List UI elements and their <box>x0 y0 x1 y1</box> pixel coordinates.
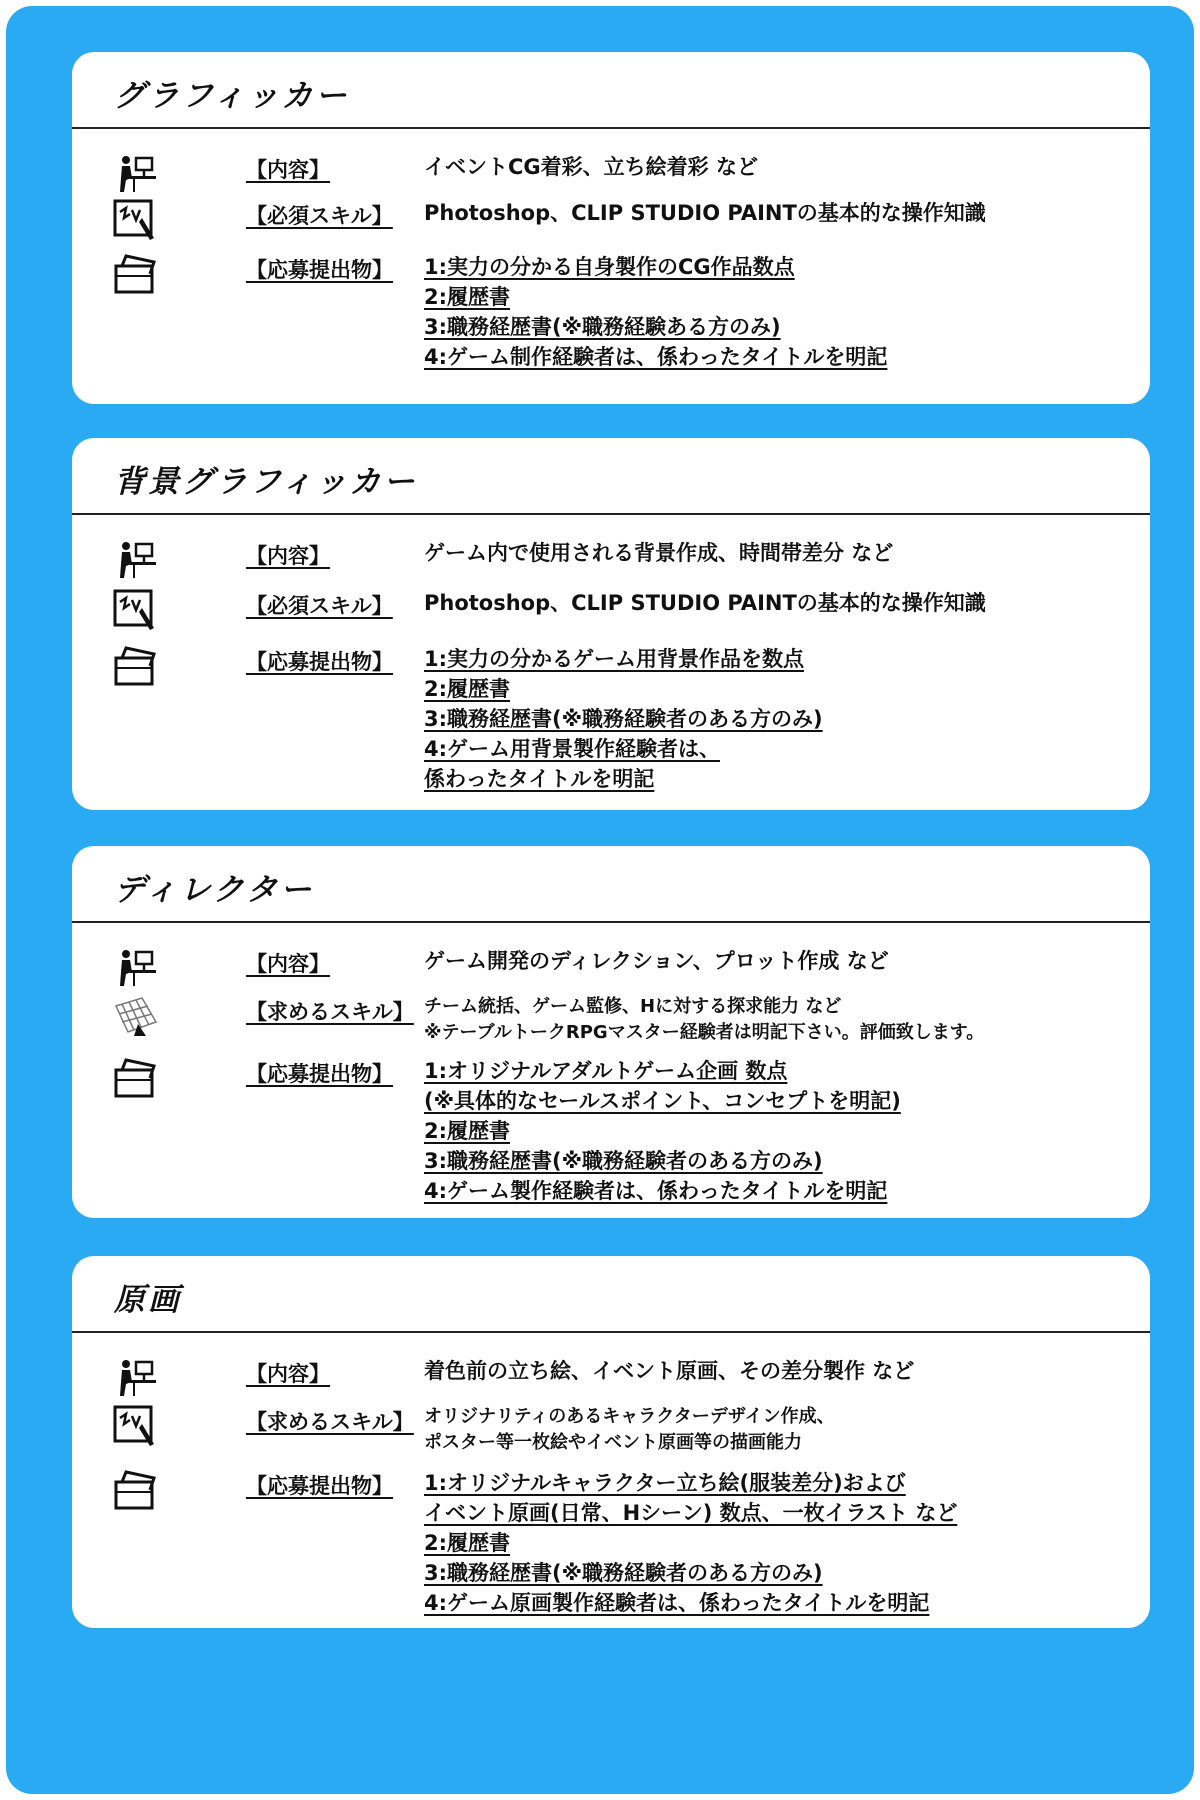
submit-item: 4:ゲーム用背景製作経験者は、 <box>424 737 721 761</box>
submit-item: イベント原画(日常、Hシーン) 数点、一枚イラスト など <box>424 1501 958 1525</box>
submit-item: 3:職務経歴書(※職務経験者のある方のみ) <box>424 1561 823 1585</box>
section-graphicker <box>72 52 1150 404</box>
skill-line: Photoshop、CLIP STUDIO PAINTの基本的な操作知識 <box>424 201 986 225</box>
submit-item: 2:履歴書 <box>424 285 511 309</box>
skill-line: Photoshop、CLIP STUDIO PAINTの基本的な操作知識 <box>424 591 986 615</box>
grid-sketch-icon <box>112 994 160 1038</box>
content-label: 【内容】 <box>246 544 330 568</box>
submit-label: 【応募提出物】 <box>246 650 393 674</box>
section-title: 背景グラフィッカー <box>114 464 418 500</box>
desk-worker-icon <box>112 1356 160 1400</box>
submit-item: 2:履歴書 <box>424 1531 511 1555</box>
pen-drawing-icon <box>112 198 160 242</box>
skill-line: チーム統括、ゲーム監修、Hに対する探求能力 など <box>424 996 842 1017</box>
skill-label: 【求めるスキル】 <box>246 1410 414 1434</box>
section-title: 原画 <box>114 1282 182 1318</box>
pen-drawing-icon <box>112 1404 160 1448</box>
content-value: ゲーム内で使用される背景作成、時間帯差分 など <box>424 541 894 565</box>
blue-frame <box>6 6 1194 1794</box>
title-divider <box>72 513 1150 515</box>
title-divider <box>72 921 1150 923</box>
content-label: 【内容】 <box>246 158 330 182</box>
submit-label: 【応募提出物】 <box>246 1474 393 1498</box>
title-divider <box>72 1331 1150 1333</box>
pen-drawing-icon <box>112 588 160 632</box>
submit-item: 1:オリジナルアダルトゲーム企画 数点 <box>424 1059 788 1083</box>
document-tray-icon <box>112 1056 160 1100</box>
skill-label: 【必須スキル】 <box>246 594 393 618</box>
submit-item: 2:履歴書 <box>424 677 511 701</box>
submit-label: 【応募提出物】 <box>246 258 393 282</box>
skill-line: ※テーブルトークRPGマスター経験者は明記下さい。評価致します。 <box>424 1022 985 1043</box>
document-tray-icon <box>112 644 160 688</box>
skill-line: ポスター等一枚絵やイベント原画等の描画能力 <box>424 1432 802 1453</box>
submit-list <box>424 1468 957 1618</box>
title-divider <box>72 127 1150 129</box>
submit-list <box>424 1056 901 1206</box>
content-value: 着色前の立ち絵、イベント原画、その差分製作 など <box>424 1359 915 1383</box>
submit-item: 3:職務経歴書(※職務経験ある方のみ) <box>424 315 781 339</box>
submit-item: 係わったタイトルを明記 <box>424 767 655 791</box>
submit-item: (※具体的なセールスポイント、コンセプトを明記) <box>424 1089 901 1113</box>
submit-item: 4:ゲーム製作経験者は、係わったタイトルを明記 <box>424 1179 888 1203</box>
skill-lines <box>424 994 984 1046</box>
submit-item: 4:ゲーム原画製作経験者は、係わったタイトルを明記 <box>424 1591 930 1615</box>
section-title: ディレクター <box>114 872 315 908</box>
section-title: グラフィッカー <box>114 78 350 114</box>
skill-label: 【求めるスキル】 <box>246 1000 414 1024</box>
submit-item: 1:実力の分かる自身製作のCG作品数点 <box>424 255 795 279</box>
section-background-graphicker <box>72 438 1150 810</box>
section-director <box>72 846 1150 1218</box>
submit-item: 2:履歴書 <box>424 1119 511 1143</box>
document-tray-icon <box>112 1468 160 1512</box>
submit-label: 【応募提出物】 <box>246 1062 393 1086</box>
submit-item: 4:ゲーム制作経験者は、係わったタイトルを明記 <box>424 345 888 369</box>
skill-label: 【必須スキル】 <box>246 204 393 228</box>
content-label: 【内容】 <box>246 1362 330 1386</box>
skill-lines <box>424 1404 835 1456</box>
section-genga <box>72 1256 1150 1628</box>
desk-worker-icon <box>112 538 160 582</box>
content-value: イベントCG着彩、立ち絵着彩 など <box>424 155 758 179</box>
desk-worker-icon <box>112 946 160 990</box>
submit-item: 3:職務経歴書(※職務経験者のある方のみ) <box>424 707 823 731</box>
submit-item: 1:オリジナルキャラクター立ち絵(服装差分)および <box>424 1471 906 1495</box>
content-label: 【内容】 <box>246 952 330 976</box>
submit-list <box>424 644 823 794</box>
submit-list <box>424 252 887 372</box>
submit-item: 3:職務経歴書(※職務経験者のある方のみ) <box>424 1149 823 1173</box>
content-value: ゲーム開発のディレクション、プロット作成 など <box>424 949 889 973</box>
skill-line: オリジナリティのあるキャラクターデザイン作成、 <box>424 1406 835 1427</box>
document-tray-icon <box>112 252 160 296</box>
desk-worker-icon <box>112 152 160 196</box>
submit-item: 1:実力の分かるゲーム用背景作品を数点 <box>424 647 805 671</box>
